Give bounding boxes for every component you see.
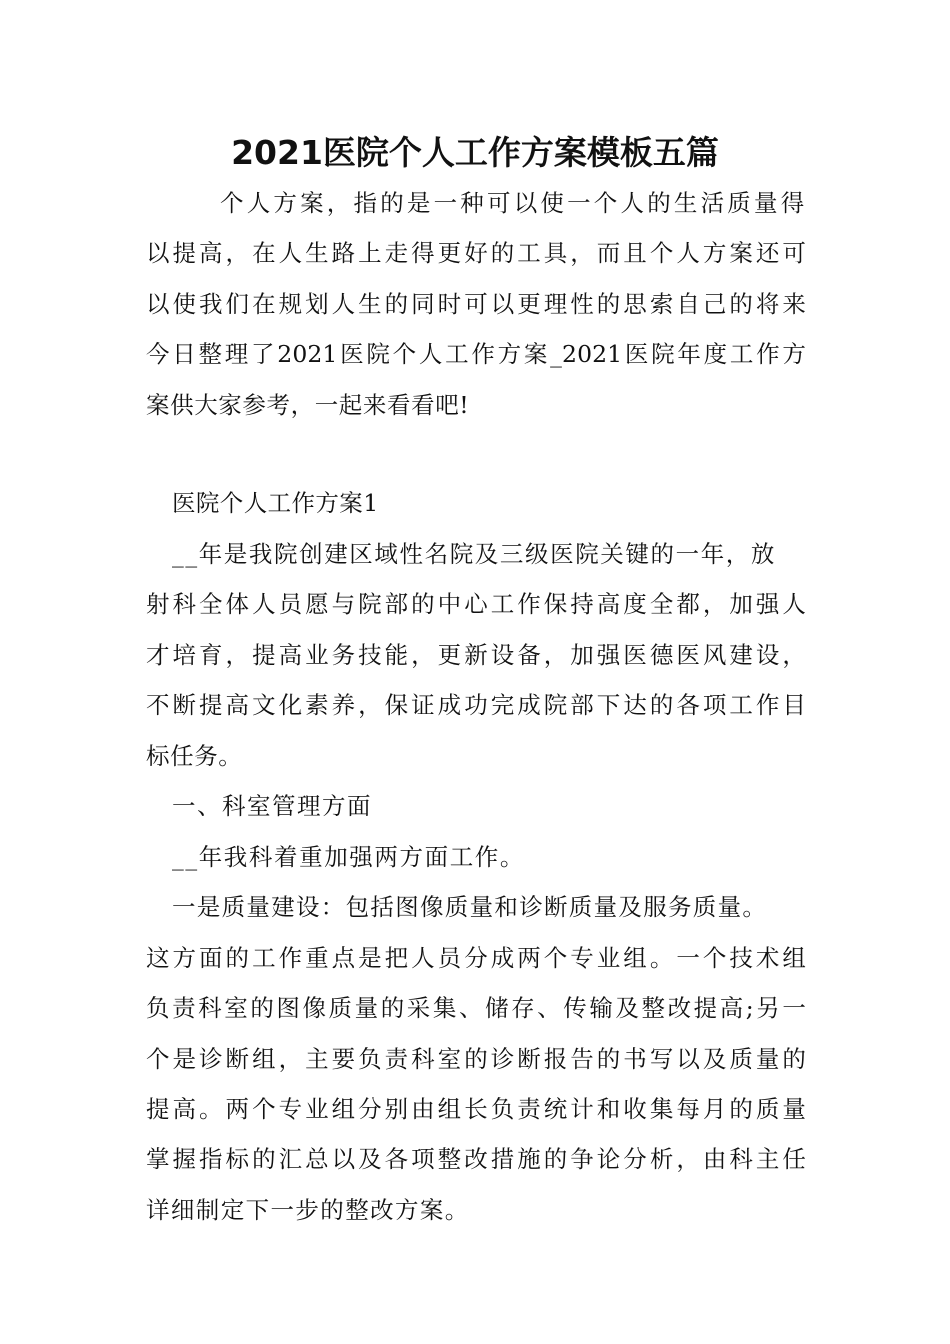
para3-line-5: 提高。两个专业组分别由组长负责统计和收集每月的质量 (146, 1095, 806, 1123)
intro-line-4: 今日整理了2021医院个人工作方案_2021医院年度工作方 (146, 340, 806, 368)
para1-line-4: 不断提高文化素养，保证成功完成院部下达的各项工作目 (146, 691, 806, 719)
para3-line-2: 这方面的工作重点是把人员分成两个专业组。一个技术组 (146, 944, 806, 972)
section-heading: 医院个人工作方案1 (172, 489, 379, 517)
para3-line-6: 掌握指标的汇总以及各项整改措施的争论分析，由科主任 (146, 1145, 806, 1173)
intro-line-3: 以使我们在规划人生的同时可以更理性的思索自己的将来 (146, 290, 806, 318)
sub-heading: 一、科室管理方面 (172, 792, 372, 820)
para1-line-2: 射科全体人员愿与院部的中心工作保持高度全都，加强人 (146, 590, 806, 618)
intro-line-2: 以提高，在人生路上走得更好的工具，而且个人方案还可 (146, 239, 806, 267)
para1-line-5: 标任务。 (146, 742, 243, 770)
para3-line-7: 详细制定下一步的整改方案。 (146, 1196, 470, 1224)
document-title: 2021医院个人工作方案模板五篇 (231, 133, 719, 172)
para1-line-3: 才培育，提高业务技能，更新设备，加强医德医风建设， (146, 641, 806, 669)
para3-line-4: 个是诊断组，主要负责科室的诊断报告的书写以及质量的 (146, 1045, 806, 1073)
intro-line-5: 案供大家参考，一起来看看吧! (146, 391, 470, 419)
para3-line-3: 负责科室的图像质量的采集、储存、传输及整改提高;另一 (146, 994, 806, 1022)
intro-line-1: 个人方案，指的是一种可以使一个人的生活质量得 (220, 189, 808, 217)
para2: __年我科着重加强两方面工作。 (172, 843, 525, 871)
para3-line-1: 一是质量建设：包括图像质量和诊断质量及服务质量。 (172, 893, 768, 921)
para1-line-1: __年是我院创建区域性名院及三级医院关键的一年，放 (172, 540, 776, 568)
